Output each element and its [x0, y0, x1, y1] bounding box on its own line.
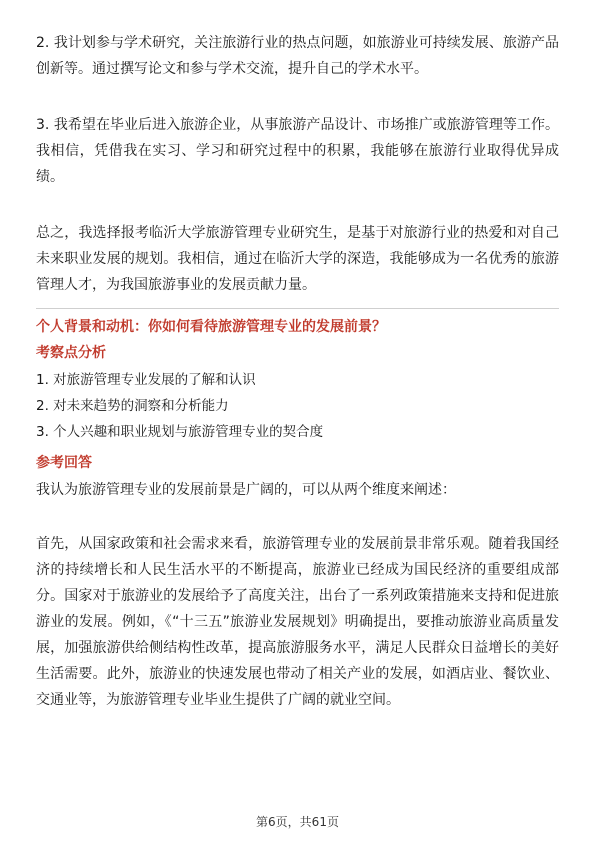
paragraph-research-plan: 2. 我计划参与学术研究，关注旅游行业的热点问题，如旅游业可持续发展、旅游产品创新等。通过撰写论文和参与学术交流，提升自己的学术水平。	[36, 35, 559, 77]
analysis-title: 考察点分析	[36, 345, 106, 361]
answer-title: 参考回答	[36, 455, 92, 471]
question-heading: 个人背景和动机：你如何看待旅游管理专业的发展前景？	[36, 319, 386, 335]
paragraph-conclusion: 总之，我选择报考临沂大学旅游管理专业研究生，是基于对旅游行业的热爱和对自己未来职业发展的规划。我相信，通过在临沂大学的深造，我能够成为一名优秀的旅游管理人才，为我国旅游事业的发展贡献力量。	[36, 225, 559, 293]
paragraph-career-plan: 3. 我希望在毕业后进入旅游企业，从事旅游产品设计、市场推广或旅游管理等工作。我相信，凭借我在实习、学习和研究过程中的积累，我能够在旅游行业取得优异成绩。	[36, 117, 559, 185]
document-page	[36, 30, 559, 713]
answer-intro: 我认为旅游管理专业的发展前景是广阔的，可以从两个维度来阐述：	[36, 482, 456, 498]
answer-body: 首先，从国家政策和社会需求来看，旅游管理专业的发展前景非常乐观。随着我国经济的持续增长和人民生活水平的不断提高，旅游业已经成为国民经济的重要组成部分。国家对于旅游业的发展给予了高度关注，出台了一系列政策措施来支持和促进旅游业的发展。例如，《“十三五”旅游业发展规划》明确提出，要推动旅游业高质量发展，加强旅游供给侧结构性改革，提高旅游服务水平，满足人民群众日益增长的美好生活需要。此外，旅游业的快速发展也带动了相关产业的发展，如酒店业、餐饮业、交通业等，为旅游管理专业毕业生提供了广阔的就业空间。	[36, 536, 559, 708]
page-number: 第6页，共61页	[256, 815, 339, 829]
analysis-point: 3. 个人兴趣和职业规划与旅游管理专业的契合度	[36, 424, 324, 440]
section-divider	[36, 308, 559, 309]
analysis-point: 1. 对旅游管理专业发展的了解和认识	[36, 372, 256, 388]
analysis-point: 2. 对未来趋势的洞察和分析能力	[36, 398, 229, 414]
